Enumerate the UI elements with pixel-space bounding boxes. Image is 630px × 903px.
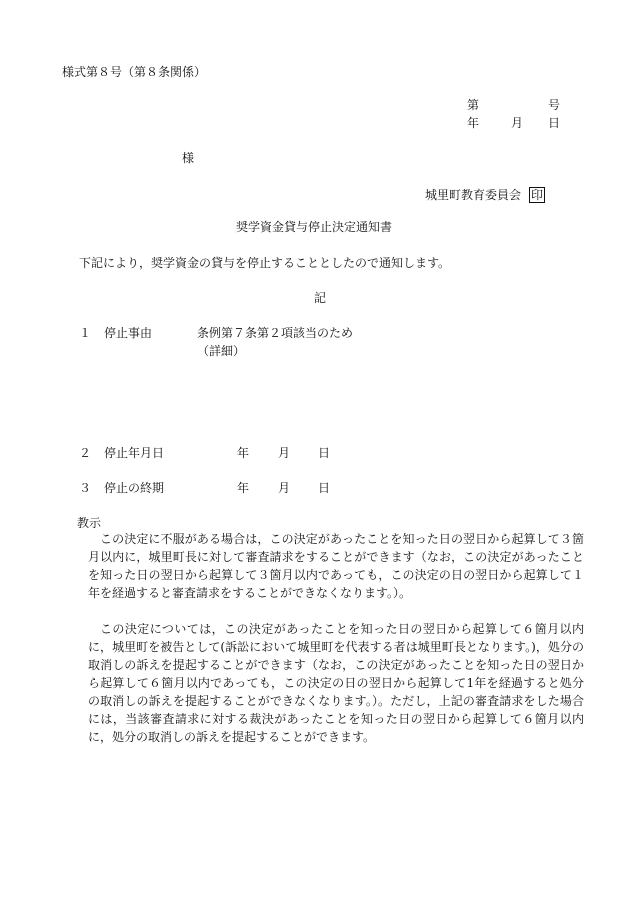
- doc-number-prefix: 第: [467, 98, 480, 112]
- form-label: 様式第８号（第８条関係）: [62, 65, 207, 79]
- notice-paragraph-1: この決定に不服がある場合は，この決定があったことを知った日の翌日から起算して３箇月以内に，城里町長に対して審査請求をすることができます（なお，この決定があったことを知った日の翌日から起算して３箇月以内であっても，この決定の日の翌日から起算して１年を経過すると審査請求をすることができなくなります。）。: [88, 532, 584, 600]
- document-title: 奨学資金貸与停止決定通知書: [236, 220, 393, 234]
- addressee-honorific: 様: [182, 151, 195, 165]
- item-2-day: 日: [318, 446, 331, 460]
- item-1-label: 停止事由: [104, 326, 153, 340]
- item-2-year: 年: [237, 446, 250, 460]
- notice-heading: 教示: [77, 516, 102, 530]
- issuer-name: 城里町教育委員会: [425, 188, 522, 202]
- doc-number-suffix: 号: [548, 98, 561, 112]
- item-2-month: 月: [278, 446, 291, 460]
- seal-stamp: 印: [531, 188, 544, 202]
- date-month: 月: [511, 116, 524, 130]
- item-1-number: １: [79, 326, 92, 340]
- item-2-label: 停止年月日: [104, 446, 165, 460]
- item-3-number: ３: [79, 481, 92, 495]
- item-1-detail: （詳細）: [197, 344, 246, 358]
- date-day: 日: [548, 116, 561, 130]
- ki-heading: 記: [314, 291, 327, 305]
- notice-paragraph-2: この決定については，この決定があったことを知った日の翌日から起算して６箇月以内に，城里町を被告として(訴訟において城里町を代表する者は城里町長となります。)，処分の取消しの訴えを提起することができます（なお，この決定があったことを知った日の翌日から起算して６箇月以内であっても，この決定の日の翌日から起算して1年を経過すると処分の取消しの訴えを提起することができなくなります。）。ただし，上記の審査請求をした場合には，当該審査請求に対する裁決があったことを知った日の翌日から起算して６箇月以内に，処分の取消しの訴えを提起することができます。: [88, 622, 584, 744]
- item-3-month: 月: [278, 481, 291, 495]
- intro-text: 下記により，奨学資金の貸与を停止することとしたので通知します。: [79, 256, 451, 270]
- item-3-year: 年: [237, 481, 250, 495]
- date-year: 年: [467, 116, 480, 130]
- item-3-label: 停止の終期: [104, 481, 165, 495]
- issuer: [425, 187, 545, 203]
- item-3-day: 日: [318, 481, 331, 495]
- item-2-number: ２: [79, 446, 92, 460]
- item-1-value: 条例第７条第２項該当のため: [197, 326, 354, 340]
